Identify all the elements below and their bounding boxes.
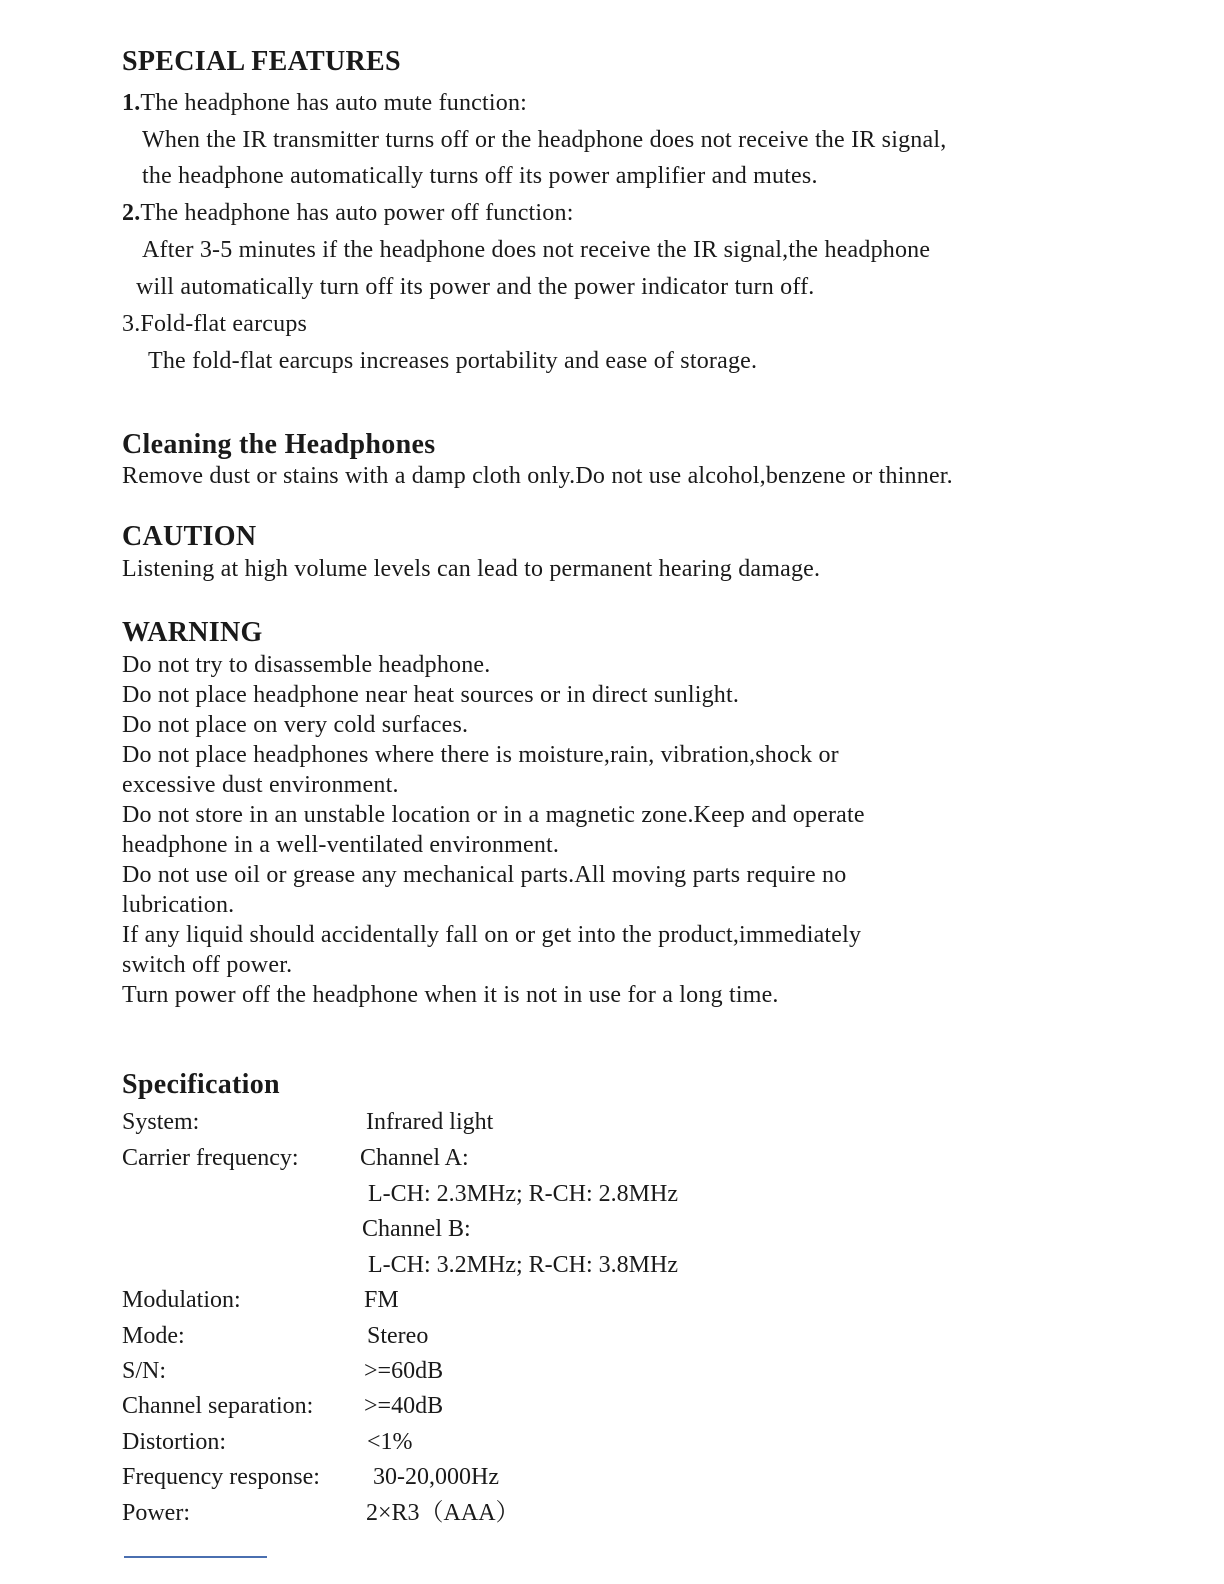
feature-1-title-text: The headphone has auto mute function: (140, 90, 528, 116)
warning-line: excessive dust environment. (122, 772, 399, 798)
feature-3-title-text: Fold-flat earcups (140, 311, 308, 337)
feature-1-title (122, 88, 527, 118)
warning-line: lubrication. (122, 892, 235, 918)
spec-value: >=40dB (364, 1393, 444, 1419)
warning-line: Do not place on very cold surfaces. (122, 712, 469, 738)
specification-heading: Specification (122, 1069, 280, 1100)
spec-value: 30-20,000Hz (373, 1464, 499, 1490)
warning-line: headphone in a well-ventilated environment. (122, 832, 560, 858)
spec-label: Mode: (122, 1323, 185, 1349)
warning-heading: WARNING (122, 617, 263, 648)
warning-line: Do not place headphone near heat sources or in direct sunlight. (122, 682, 740, 708)
warning-line: Do not use oil or grease any mechanical parts.All moving parts require no (122, 862, 847, 888)
spec-label: Power: (122, 1500, 190, 1526)
spec-label: Distortion: (122, 1429, 227, 1455)
spec-value: Channel B: (362, 1216, 471, 1242)
spec-value: FM (364, 1287, 399, 1313)
spec-label: System: (122, 1109, 200, 1135)
warning-line: Do not try to disassemble headphone. (122, 652, 491, 678)
feature-1-number: 1. (122, 90, 141, 116)
caution-heading: CAUTION (122, 521, 257, 552)
spec-value: L-CH: 3.2MHz; R-CH: 3.8MHz (368, 1252, 678, 1278)
warning-line: Do not store in an unstable location or in a magnetic zone.Keep and operate (122, 802, 865, 828)
spec-value: <1% (367, 1429, 413, 1455)
caution-text: Listening at high volume levels can lead to permanent hearing damage. (122, 556, 821, 582)
feature-2-title (122, 198, 574, 228)
feature-3-title (122, 309, 307, 339)
spec-value: Stereo (367, 1323, 429, 1349)
spec-label: Carrier frequency: (122, 1145, 299, 1171)
warning-line: switch off power. (122, 952, 293, 978)
special-features-heading: SPECIAL FEATURES (122, 46, 401, 77)
spec-value: 2×R3（AAA） (366, 1500, 520, 1526)
feature-1-line-1: When the IR transmitter turns off or the headphone does not receive the IR signal, (142, 127, 947, 153)
spec-value: Channel A: (360, 1145, 469, 1171)
feature-2-line-1: After 3-5 minutes if the headphone does not receive the IR signal,the headphone (142, 237, 931, 263)
spec-value: >=60dB (364, 1358, 444, 1384)
cleaning-heading: Cleaning the Headphones (122, 429, 436, 460)
feature-3-number: 3. (122, 311, 141, 337)
spec-label: Modulation: (122, 1287, 241, 1313)
warning-line: If any liquid should accidentally fall on or get into the product,immediately (122, 922, 862, 948)
feature-2-title-text: The headphone has auto power off function: (140, 200, 574, 226)
feature-2-line-2: will automatically turn off its power and the power indicator turn off. (136, 274, 815, 300)
warning-line: Turn power off the headphone when it is not in use for a long time. (122, 982, 779, 1008)
page-bottom-rule (124, 1556, 267, 1558)
feature-2-number: 2. (122, 200, 141, 226)
spec-label: S/N: (122, 1358, 167, 1384)
feature-3-line-1: The fold-flat earcups increases portability and ease of storage. (148, 348, 758, 374)
spec-value: L-CH: 2.3MHz; R-CH: 2.8MHz (368, 1181, 678, 1207)
spec-label: Frequency response: (122, 1464, 320, 1490)
cleaning-text: Remove dust or stains with a damp cloth only.Do not use alcohol,benzene or thinner. (122, 463, 953, 489)
spec-value: Infrared light (366, 1109, 494, 1135)
feature-1-line-2: the headphone automatically turns off its power amplifier and mutes. (142, 163, 818, 189)
spec-label: Channel separation: (122, 1393, 314, 1419)
warning-line: Do not place headphones where there is moisture,rain, vibration,shock or (122, 742, 839, 768)
